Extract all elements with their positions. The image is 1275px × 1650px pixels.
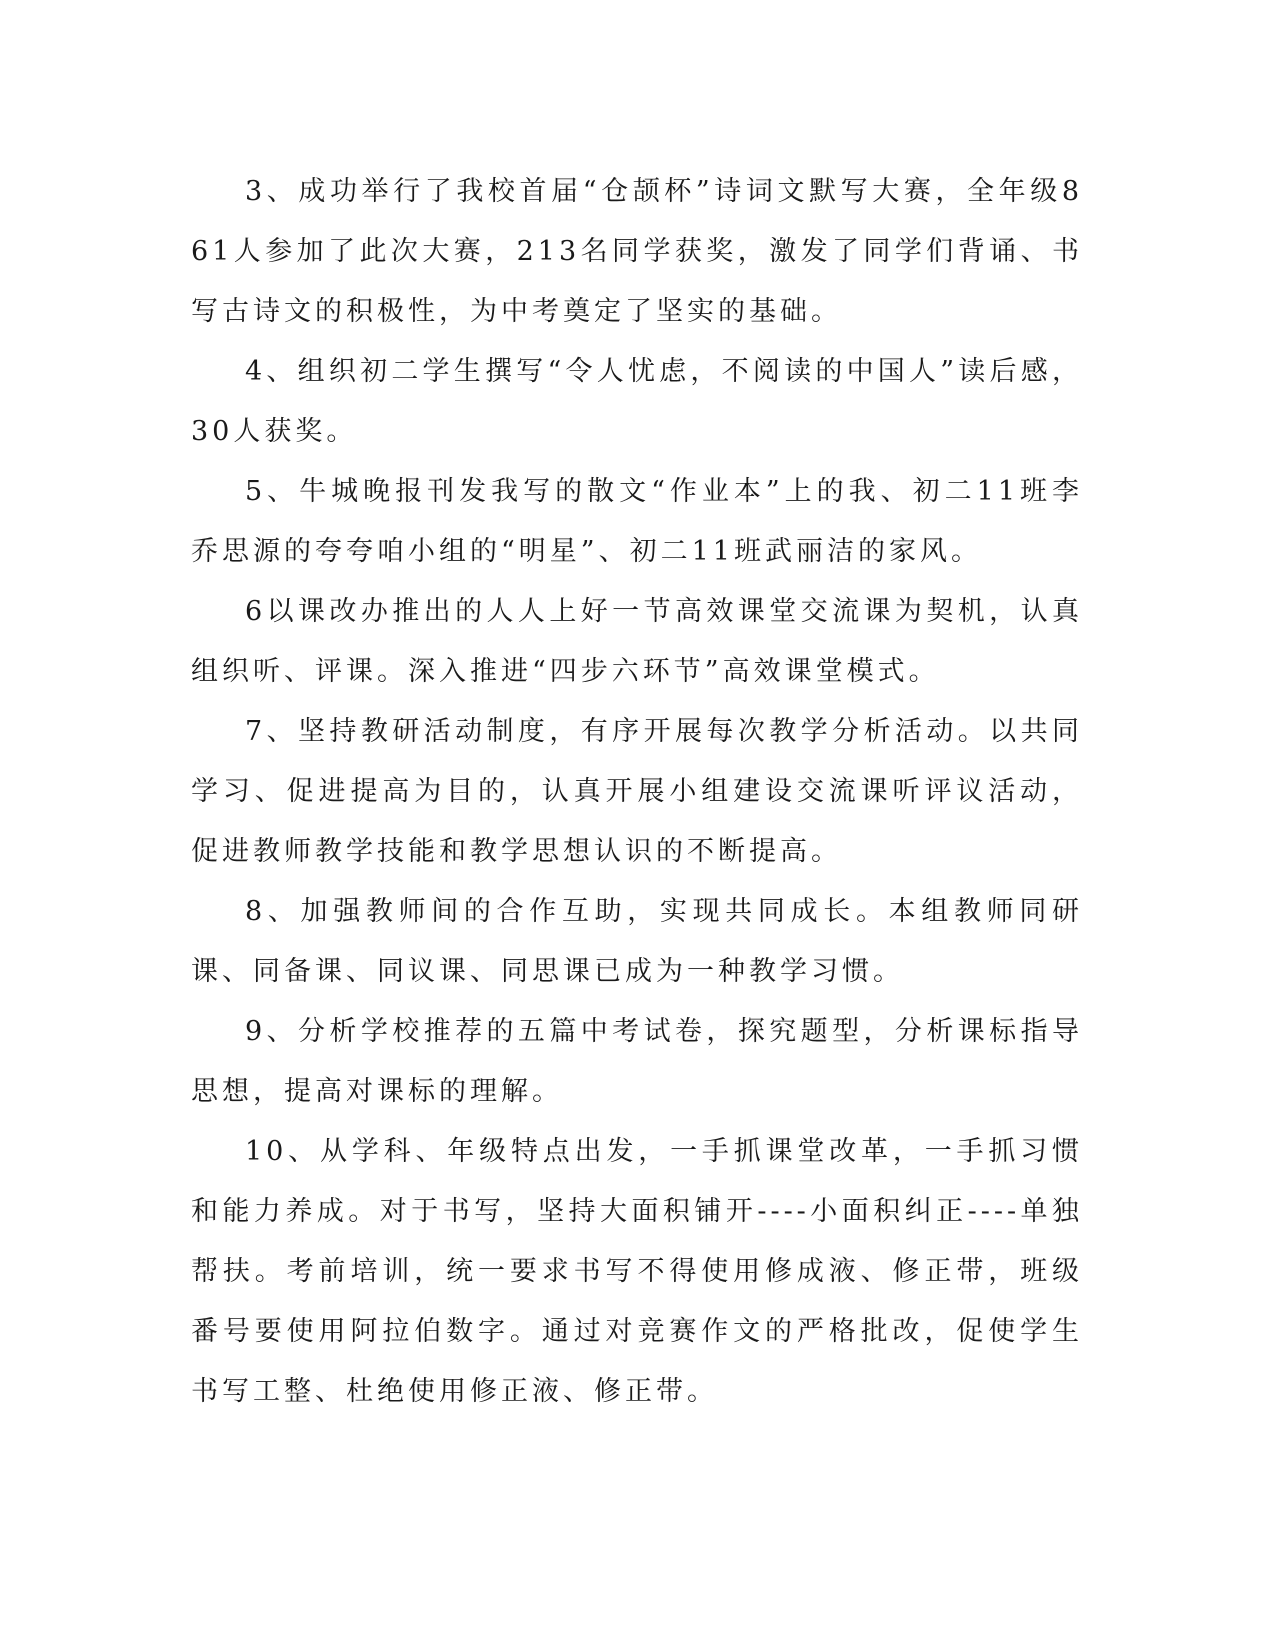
paragraph-item-3: 3、成功举行了我校首届“仓颉杯”诗词文默写大赛，全年级861人参加了此次大赛，213名同学获奖，激发了同学们背诵、书写古诗文的积极性，为中考奠定了坚实的基础。 [191, 176, 1083, 327]
paragraph-item-10: 10、从学科、年级特点出发，一手抓课堂改革，一手抓习惯和能力养成。对于书写，坚持大面积铺开----小面积纠正----单独帮扶。考前培训，统一要求书写不得使用修成液、修正带，班级番号要使用阿拉伯数字。通过对竞赛作文的严格批改，促使学生书写工整、杜绝使用修正液、修正带。 [191, 1136, 1083, 1407]
paragraph-item-7: 7、坚持教研活动制度，有序开展每次教学分析活动。以共同学习、促进提高为目的，认真开展小组建设交流课听评议活动，促进教师教学技能和教学思想认识的不断提高。 [191, 716, 1083, 867]
paragraph-item-8: 8、加强教师间的合作互助，实现共同成长。本组教师同研课、同备课、同议课、同思课已成为一种教学习惯。 [191, 896, 1083, 987]
paragraph-item-9: 9、分析学校推荐的五篇中考试卷，探究题型，分析课标指导思想，提高对课标的理解。 [191, 1016, 1083, 1107]
document-body [191, 162, 1083, 1422]
paragraph-item-6: 6以课改办推出的人人上好一节高效课堂交流课为契机，认真组织听、评课。深入推进“四步六环节”高效课堂模式。 [191, 596, 1083, 687]
paragraph-item-4: 4、组织初二学生撰写“令人忧虑，不阅读的中国人”读后感，30人获奖。 [191, 356, 1083, 447]
paragraph-item-5: 5、牛城晚报刊发我写的散文“作业本”上的我、初二11班李乔思源的夸夸咱小组的“明星”、初二11班武丽洁的家风。 [191, 476, 1083, 567]
